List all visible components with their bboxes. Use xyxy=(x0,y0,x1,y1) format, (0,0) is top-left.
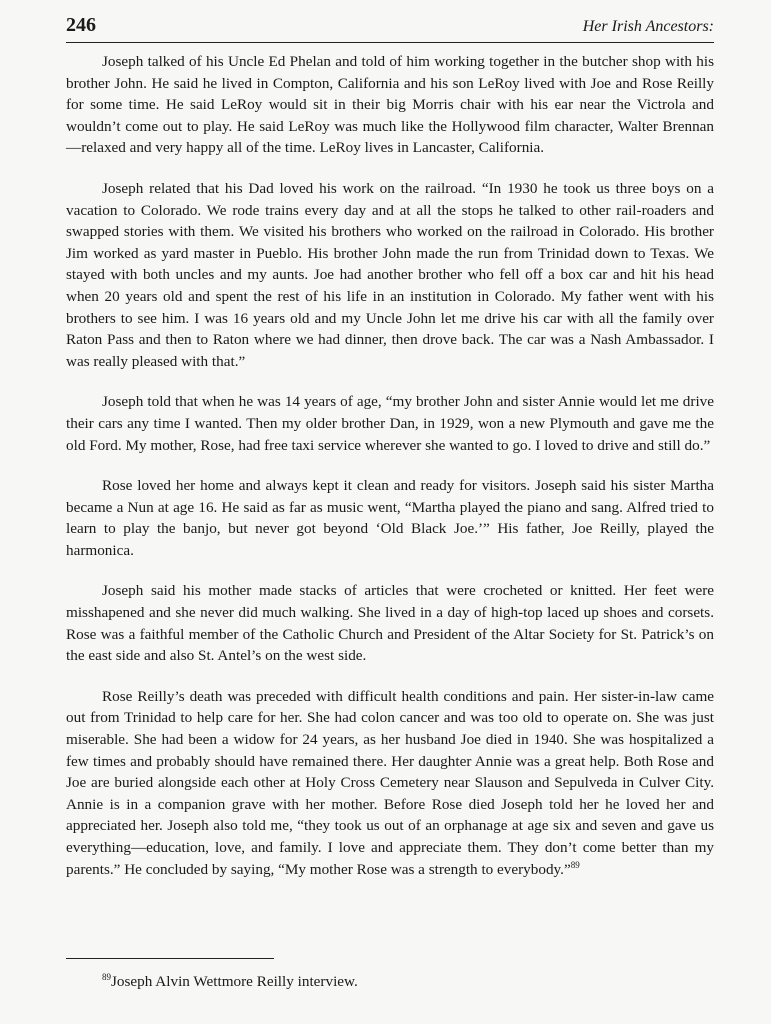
paragraph-railroad: Joseph related that his Dad loved his work on the railroad. “In 1930 he took us three boys on a vacation to Colorado. We rode trains every day and at all the stops he talked to other rail-roaders and swapped stories with them. We visited his brothers who worked on the railroad in Colorado. His brother Jim worked as yard master in Pueblo. His brother John made the run from Trinidad down to Texas. We stayed with both uncles and my aunts. Joe had another brother who fell off a box car and hit his head when 20 years old and spent the rest of his life in an institution in Colorado. My father went with his brothers to see him. I was 16 years old and my Uncle John let me drive his car with all the family over Raton Pass and then to Raton where we had dinner, then drove back. The car was a Nash Ambassador. I was really pleased with that.” xyxy=(66,179,714,370)
footnote xyxy=(102,972,358,991)
page-number: 246 xyxy=(66,14,96,36)
page-header xyxy=(66,14,714,44)
paragraph-death xyxy=(66,686,714,880)
paragraph-music: Rose loved her home and always kept it clean and ready for visitors. Joseph said his sister Martha became a Nun at age 16. He said as far as music went, “Martha played the piano and sang. Alfred tried to learn to play the banjo, but never got beyond ‘Old Black Joe.’” His father, Joe Reilly, played the harmonica. xyxy=(66,477,714,559)
paragraph-driving: Joseph told that when he was 14 years of age, “my brother John and sister Annie would let me drive their cars any time I wanted. Then my older brother Dan, in 1929, won a new Plymouth and gave me the old Ford. My mother, Rose, had free taxi service wherever she wanted to go. I loved to drive and still do.” xyxy=(66,393,714,454)
paragraph-uncle-ed: Joseph talked of his Uncle Ed Phelan and told of him working together in the butcher shop with his brother John. He said he lived in Compton, California and his son LeRoy lived with Joe and Rose Reilly for some time. He said LeRoy would sit in their big Morris chair with his ear near the Victrola and wouldn’t come out to play. He said LeRoy was much like the Hollywood film character, Walter Brennan—relaxed and very happy all of the time. LeRoy lives in Lancaster, California. xyxy=(66,53,714,157)
body-text xyxy=(66,51,714,899)
footnote-text: Joseph Alvin Wettmore Reilly interview. xyxy=(111,973,358,991)
running-title: Her Irish Ancestors: xyxy=(582,18,714,35)
header-rule xyxy=(66,42,714,43)
footnote-number: 89 xyxy=(102,972,111,982)
footnote-rule xyxy=(66,958,274,959)
paragraph-death-text: Rose Reilly’s death was preceded with difficult health conditions and pain. Her sister-in-law came out from Trinidad to help care for her. She had colon cancer and was too old to operate on. She was just miserable. She had been a widow for 24 years, as her husband Joe died in 1940. She was hospitalized a few times and probably should have remained there. Her daughter Annie was a great help. Both Rose and Joe are buried alongside each other at Holy Cross Cemetery near Slauson and Sepulveda in Culver City. Annie is in a companion grave with her mother. Before Rose died Joseph told her he loved her and appreciated her. Joseph also told me, “they took us out of an orphanage at age six and seven and gave us everything—education, love, and family. I love and appreciate them. They don’t come better than my parents.” He concluded by saying, “My mother Rose was a strength to everybody.” xyxy=(66,687,714,878)
footnote-marker: 89 xyxy=(570,859,580,870)
paragraph-crochet: Joseph said his mother made stacks of articles that were crocheted or knitted. Her feet were misshapened and she never did much walking. She lived in a day of high-top laced up shoes and corsets. Rose was a faithful member of the Catholic Church and President of the Altar Society for St. Patrick’s on the east side and also St. Antel’s on the west side. xyxy=(66,582,714,665)
